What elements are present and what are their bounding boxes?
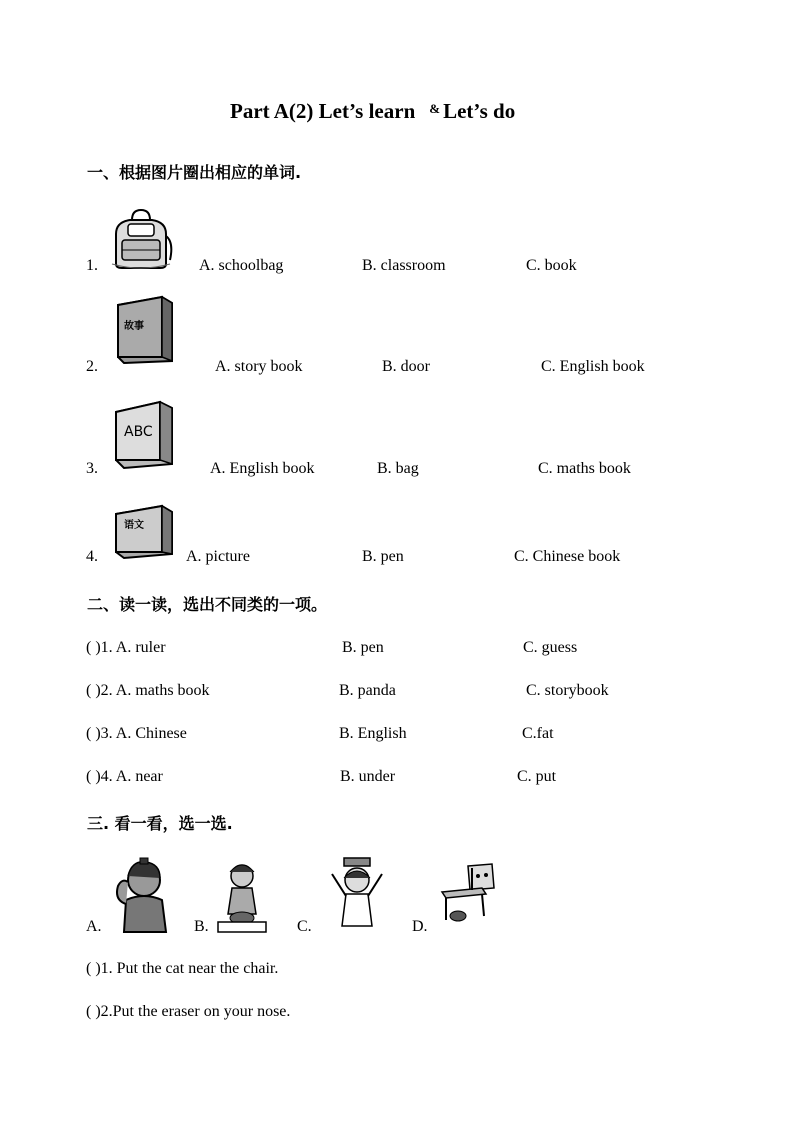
s2-q1-option-b: B. pen bbox=[342, 639, 384, 656]
s2-q3-option-c: C.fat bbox=[522, 725, 554, 742]
s2-q4-option-c: C. put bbox=[517, 768, 557, 785]
story-book-cover-text: 故事 bbox=[124, 321, 144, 332]
schoolbag-picture bbox=[108, 208, 174, 270]
story-book-picture bbox=[110, 295, 176, 365]
s3-option-c-label: C. bbox=[297, 918, 312, 935]
s1-item1-option-a[interactable]: A. schoolbag bbox=[199, 257, 284, 274]
boy-pointing-nose-picture bbox=[110, 856, 172, 934]
s1-item1-number: 1. bbox=[86, 257, 98, 274]
title-main: Part A(2) Let’s learn bbox=[230, 99, 416, 123]
section1-heading: 一、根据图片圈出相应的单词. bbox=[87, 163, 302, 182]
chair-and-cat-picture bbox=[432, 862, 498, 924]
s1-item4-option-c[interactable]: C. Chinese book bbox=[514, 548, 621, 565]
s1-item4-number: 4. bbox=[86, 548, 98, 565]
s1-item2-option-c[interactable]: C. English book bbox=[541, 358, 645, 375]
s3-q2: ( )2.Put the eraser on your nose. bbox=[86, 1003, 291, 1020]
english-book-cover-text: ABC bbox=[124, 424, 153, 440]
page-title bbox=[230, 99, 515, 124]
girl-with-cat-picture bbox=[214, 858, 270, 936]
s2-q4-option-b: B. under bbox=[340, 768, 396, 785]
s2-q1: ( )1. A. ruler bbox=[86, 639, 166, 656]
s1-item2-number: 2. bbox=[86, 358, 98, 375]
s2-q3-option-b: B. English bbox=[339, 725, 407, 742]
s1-item2-option-b[interactable]: B. door bbox=[382, 358, 430, 375]
english-book-picture bbox=[110, 398, 176, 470]
section3-heading: 三. 看一看，选一选. bbox=[87, 814, 233, 833]
s1-item3-option-a[interactable]: A. English book bbox=[210, 460, 315, 477]
s2-q2-option-c: C. storybook bbox=[526, 682, 609, 699]
s2-q1-option-c: C. guess bbox=[523, 639, 578, 656]
s3-q1: ( )1. Put the cat near the chair. bbox=[86, 960, 279, 977]
s1-item3-number: 3. bbox=[86, 460, 98, 477]
s3-option-a-label: A. bbox=[86, 918, 102, 935]
s1-item1-option-c[interactable]: C. book bbox=[526, 257, 577, 274]
chinese-book-cover-text: 语文 bbox=[124, 520, 144, 531]
s2-q2-option-b: B. panda bbox=[339, 682, 396, 699]
s1-item4-option-b[interactable]: B. pen bbox=[362, 548, 404, 565]
s2-q3: ( )3. A. Chinese bbox=[86, 725, 187, 742]
s1-item1-option-b[interactable]: B. classroom bbox=[362, 257, 446, 274]
title-ampersand: & bbox=[429, 101, 441, 116]
s1-item4-option-a[interactable]: A. picture bbox=[186, 548, 250, 565]
title-tail: Let’s do bbox=[443, 99, 516, 123]
s1-item3-option-b[interactable]: B. bag bbox=[377, 460, 419, 477]
s2-q4: ( )4. A. near bbox=[86, 768, 163, 785]
section2-heading: 二、读一读，选出不同类的一项。 bbox=[87, 595, 328, 614]
s1-item3-option-c[interactable]: C. maths book bbox=[538, 460, 631, 477]
s3-option-d-label: D. bbox=[412, 918, 428, 935]
s3-option-b-label: B. bbox=[194, 918, 209, 935]
s2-q2: ( )2. A. maths book bbox=[86, 682, 210, 699]
chinese-book-picture bbox=[110, 502, 176, 560]
boy-with-book-on-head-picture bbox=[326, 856, 388, 934]
s1-item2-option-a[interactable]: A. story book bbox=[215, 358, 303, 375]
